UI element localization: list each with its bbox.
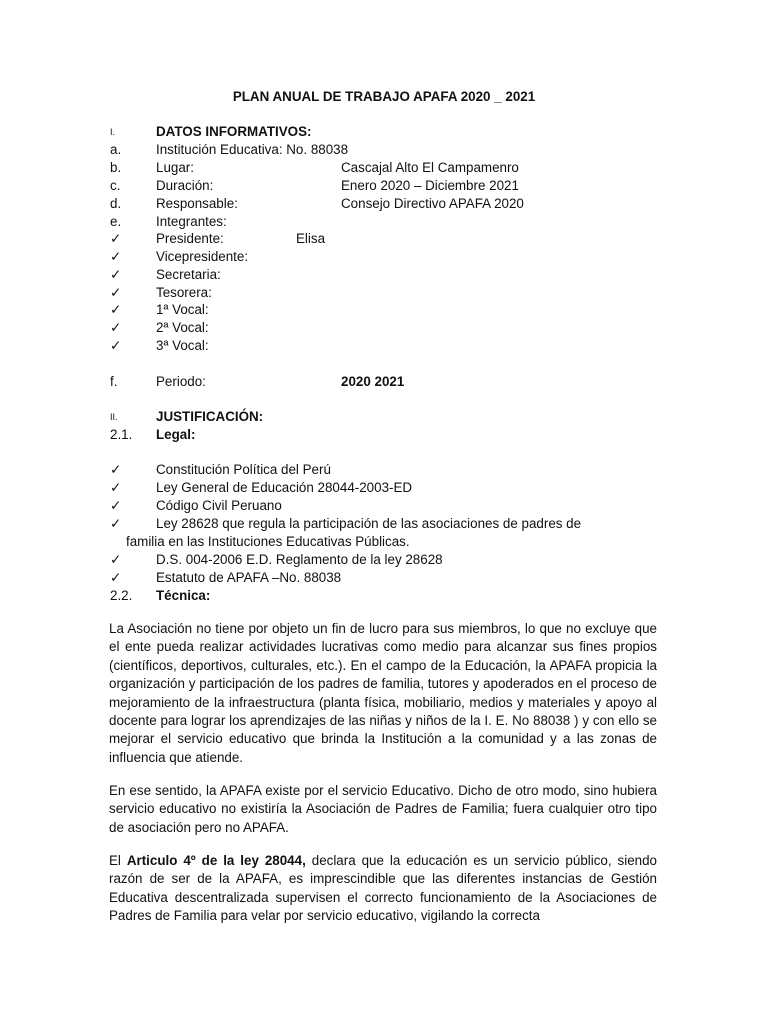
subsection-heading: Técnica: [156,588,211,603]
member-role: Vicepresidente: [156,249,249,264]
check-icon: ✓ [110,285,122,300]
paragraph-2: En ese sentido, la APAFA existe por el servicio Educativo. Dicho de otro modo, sino hubiera servicio educativo no existiría la Asociación de Padres de Familia; fuera cualquier otro tipo de asociación pero no APAFA. [109,783,657,835]
info-value: Cascajal Alto El Campamenro [341,160,519,175]
info-label: Integrantes: [156,214,227,229]
periodo-label: Periodo: [156,374,206,389]
list-marker: b. [110,160,122,175]
paragraph-3-start: El [109,853,127,868]
check-icon: ✓ [110,516,122,531]
list-marker: a. [110,142,122,157]
law-text: D.S. 004-2006 E.D. Reglamento de la ley 28628 [156,552,443,567]
law-text: Constitución Política del Perú [156,462,331,477]
check-icon: ✓ [110,462,122,477]
member-name: Elisa [296,231,326,246]
section-number: I. [110,127,116,137]
law-text: Código Civil Peruano [156,498,282,513]
check-icon: ✓ [110,302,122,317]
check-icon: ✓ [110,570,122,585]
law-text: Ley General de Educación 28044-2003-ED [156,480,413,495]
member-role: Secretaria: [156,267,221,282]
paragraph-1: La Asociación no tiene por objeto un fin de lucro para sus miembros, lo que no excluye que el ente pueda realizar actividades lucrativas como medio para alcanzar sus fines propios (científicos, deportivos, culturales, etc.). En el campo de la Educación, la APAFA propicia la organización y participación de los padres de familia, tutores y apoderados en el proceso de mejoramiento de la infraestructura (planta física, mobiliario, medios y materiales y apoyo al docente para lograr los aprendizajes de las niñas y niños de la I. E. No 88038 ) y con ello se mejorar el servicio educativo que brinda la Institución a la comunidad y a las zonas de influencia que atiende. [109,621,657,765]
member-role: Tesorera: [156,285,212,300]
list-marker: d. [110,196,122,211]
check-icon: ✓ [110,480,122,495]
subsection-number: 2.2. [110,588,133,603]
check-icon: ✓ [110,267,122,282]
law-text: Estatuto de APAFA –No. 88038 [156,570,342,585]
member-role: 2ª Vocal: [156,320,209,335]
list-marker: c. [110,178,121,193]
info-label: Responsable: [156,196,238,211]
law-text: Ley 28628 que regula la participación de las asociaciones de padres de [156,516,582,531]
member-role: 1ª Vocal: [156,302,209,317]
section-number: II. [110,412,118,422]
info-value: Enero 2020 – Diciembre 2021 [341,178,519,193]
check-icon: ✓ [110,338,122,353]
document-title: PLAN ANUAL DE TRABAJO APAFA 2020 _ 2021 [232,89,536,104]
law-text-continuation: familia en las Instituciones Educativas Públicas. [126,534,410,549]
check-icon: ✓ [110,231,122,246]
section-heading: JUSTIFICACIÓN: [156,409,264,424]
subsection-number: 2.1. [110,427,133,442]
check-icon: ✓ [110,320,122,335]
list-marker: f. [110,374,118,389]
info-value: Consejo Directivo APAFA 2020 [341,196,524,211]
info-label: Institución Educativa: No. 88038 [156,142,349,157]
section-heading: DATOS INFORMATIVOS: [156,124,312,139]
check-icon: ✓ [110,498,122,513]
paragraph-3-rest: declara que la educación es un servicio público, siendo razón de ser de la APAFA, es imprescindible que las diferentes instancias de Gestión Educativa descentralizada supervisen el correcto funcionamiento de la Asociaciones de Padres de Familia para velar por servicio educativo, vigilando la correcta [109,853,657,924]
check-icon: ✓ [110,249,122,264]
member-role: Presidente: [156,231,224,246]
check-icon: ✓ [110,552,122,567]
list-marker: e. [110,214,122,229]
paragraph-3-bold-reference: Articulo 4º de la ley 28044, [126,853,306,868]
periodo-value: 2020 2021 [341,374,405,389]
paragraph-3 [109,852,657,926]
info-label: Duración: [156,178,214,193]
info-label: Lugar: [156,160,194,175]
member-role: 3ª Vocal: [156,338,209,353]
subsection-heading: Legal: [156,427,196,442]
